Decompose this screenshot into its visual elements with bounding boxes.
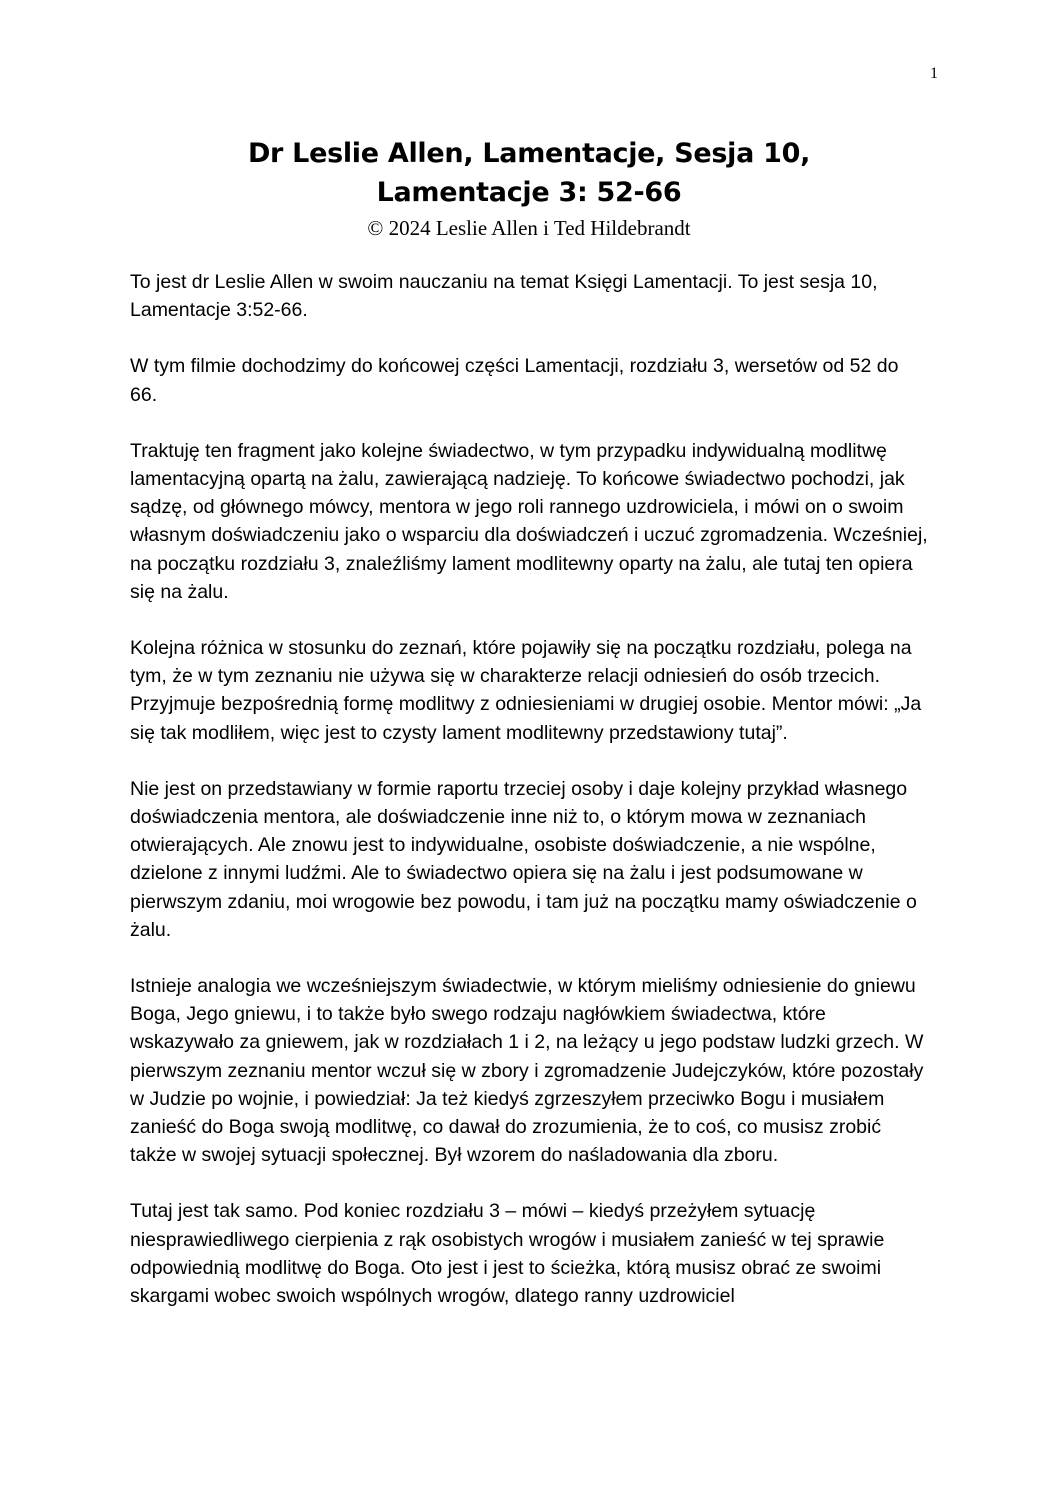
title-line-2: Lamentacje 3: 52-66 — [376, 177, 682, 208]
paragraph-4: Kolejna różnica w stosunku do zeznań, które pojawiły się na początku rozdziału, polega na tym, że w tym zeznaniu nie używa się w charakterze relacji odniesień do osób trzecich. Przyjmuje bezpośrednią formę modlitwy z odniesieniami w drugiej osobie. Mentor mówi: „Ja się tak modliłem, więc jest to czysty lament modlitewny przedstawiony tutaj”. — [130, 637, 922, 744]
page-number: 1 — [930, 65, 938, 82]
copyright-line: © 2024 Leslie Allen i Ted Hildebrandt — [367, 216, 691, 240]
paragraph-2: W tym filmie dochodzimy do końcowej części Lamentacji, rozdziału 3, wersetów od 52 do 66. — [130, 355, 899, 406]
paragraph-5: Nie jest on przedstawiany w formie raportu trzeciej osoby i daje kolejny przykład własnego doświadczenia mentora, ale doświadczenie inne niż to, o którym mowa w zeznaniach otwierających. Ale znowu jest to indywidualne, osobiste doświadczenie, a nie wspólne, dzielone z innymi ludźmi. Ale to świadectwo opiera się na żalu i jest podsumowane w pierwszym zdaniu, moi wrogowie bez powodu, i tam już na początku mamy oświadczenie o żalu. — [130, 777, 917, 941]
paragraph-7: Tutaj jest tak samo. Pod koniec rozdziału 3 – mówi – kiedyś przeżyłem sytuację niesprawiedliwego cierpienia z rąk osobistych wrogów i musiałem zanieść w tej sprawie odpowiednią modlitwę do Boga. Oto jest i jest to ścieżka, którą musisz obrać ze swoimi skargami wobec swoich wspólnych wrogów, dlatego ranny uzdrowiciel — [130, 1200, 885, 1308]
document-title — [0, 134, 1058, 212]
paragraph-6: Istnieje analogia we wcześniejszym świadectwie, w którym mieliśmy odniesienie do gniewu Boga, Jego gniewu, i to także było swego rodzaju nagłówkiem świadectwa, które wskazywało za gniewem, jak w rozdziałach 1 i 2, na leżący u jego podstaw ludzki grzech. W pierwszym zeznaniu mentor wczuł się w zbory i zgromadzenie Judejczyków, które pozostały w Judzie po wojnie, i powiedział: Ja też kiedyś zgrzeszyłem przeciwko Bogu i musiałem zanieść do Boga swoją modlitwę, co dawał do zrozumienia, że to coś, co musisz zrobić także w swojej sytuacji społecznej. Był wzorem do naśladowania dla zboru. — [130, 975, 924, 1167]
paragraph-1: To jest dr Leslie Allen w swoim nauczaniu na temat Księgi Lamentacji. To jest sesja 10, Lamentacje 3:52-66. — [130, 271, 878, 322]
paragraph-3: Traktuję ten fragment jako kolejne świadectwo, w tym przypadku indywidualną modlitwę lamentacyjną opartą na żalu, zawierającą nadzieję. To końcowe świadectwo pochodzi, jak sądzę, od głównego mówcy, mentora w jego roli rannego uzdrowiciela, i mówi on o swoim własnym doświadczeniu jako o wsparciu dla doświadczeń i uczuć zgromadzenia. Wcześniej, na początku rozdziału 3, znaleźliśmy lament modlitewny oparty na żalu, ale tutaj ten opiera się na żalu. — [130, 439, 928, 603]
title-line-1: Dr Leslie Allen, Lamentacje, Sesja 10, — [247, 138, 811, 169]
document-body — [130, 268, 930, 1338]
